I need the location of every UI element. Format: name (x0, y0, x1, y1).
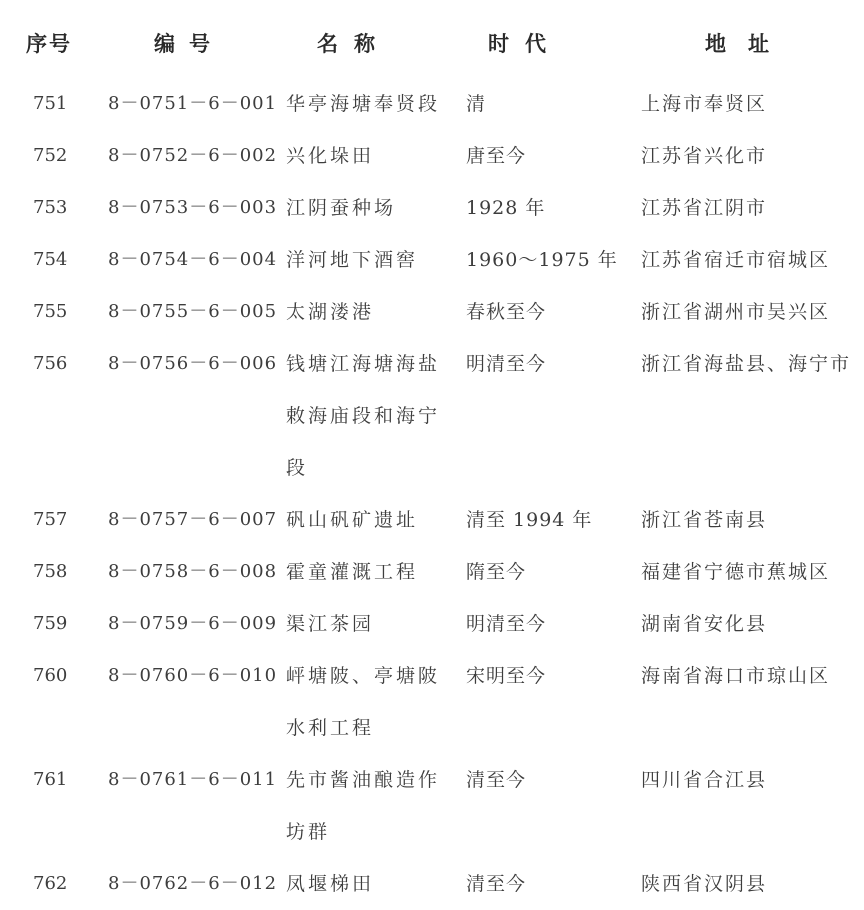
cell-seq: 754 (33, 249, 68, 270)
cell-code: 8－0761－6－011 (108, 769, 278, 790)
header-name: 名称 (317, 32, 391, 56)
table-row (0, 286, 864, 338)
cell-code: 8－0754－6－004 (108, 249, 278, 270)
cell-code: 8－0751－6－001 (108, 93, 278, 114)
cell-code: 8－0756－6－006 (108, 353, 278, 374)
table-row (0, 546, 864, 598)
cell-name-line: 坊群 (286, 821, 331, 843)
cell-name-line: 矾山矾矿遗址 (286, 509, 419, 531)
cell-era: 清至今 (466, 873, 527, 895)
cell-name-line: 先市酱油酿造作 (286, 769, 441, 791)
cell-name (286, 78, 440, 130)
cell-code: 8－0752－6－002 (108, 145, 278, 166)
cell-seq: 762 (33, 873, 68, 894)
cell-seq: 761 (33, 769, 68, 790)
cell-name (286, 858, 374, 910)
header-address: 地址 (705, 32, 791, 56)
cell-era: 清 (466, 93, 487, 115)
table-row (0, 78, 864, 130)
cell-code: 8－0759－6－009 (108, 613, 278, 634)
cell-name-line: 兴化垛田 (286, 145, 375, 167)
header-seq: 序号 (26, 32, 72, 56)
cell-address: 福建省宁德市蕉城区 (641, 561, 831, 583)
cell-name-line: 敕海庙段和海宁 (286, 405, 441, 427)
cell-name (286, 286, 374, 338)
cell-name (286, 338, 440, 494)
cell-name-line: 渠江茶园 (286, 613, 375, 635)
cell-seq: 758 (33, 561, 68, 582)
table-row (0, 494, 864, 546)
cell-code: 8－0757－6－007 (108, 509, 278, 530)
cell-name-line: 华亭海塘奉贤段 (286, 93, 441, 115)
cell-name (286, 494, 418, 546)
cell-code: 8－0762－6－012 (108, 873, 278, 894)
table-header (0, 0, 864, 78)
cell-era: 春秋至今 (466, 301, 547, 323)
cell-code: 8－0758－6－008 (108, 561, 278, 582)
cell-name (286, 650, 440, 754)
table-row (0, 598, 864, 650)
table-row (0, 234, 864, 286)
cell-code: 8－0755－6－005 (108, 301, 278, 322)
table-row (0, 650, 864, 754)
cell-address: 海南省海口市琼山区 (641, 665, 831, 687)
cell-era: 清至 1994 年 (466, 509, 593, 531)
cell-name-line: 凤堰梯田 (286, 873, 375, 895)
cell-address: 江苏省宿迁市宿城区 (641, 249, 831, 271)
cell-address: 江苏省兴化市 (641, 145, 768, 167)
cell-address: 湖南省安化县 (641, 613, 768, 635)
cell-era: 清至今 (466, 769, 527, 791)
cell-era: 1960～1975 年 (466, 249, 618, 271)
table-row (0, 754, 864, 858)
table-body (0, 78, 864, 910)
cell-address: 陕西省汉阴县 (641, 873, 768, 895)
table-row (0, 338, 864, 494)
cell-era: 唐至今 (466, 145, 527, 167)
cell-seq: 753 (33, 197, 68, 218)
table-row (0, 182, 864, 234)
cell-name-line: 江阴蚕种场 (286, 197, 397, 219)
table-row (0, 130, 864, 182)
cell-name-line: 岼塘陂、亭塘陂 (286, 665, 441, 687)
cell-address: 浙江省海盐县、海宁市 (641, 353, 852, 375)
cell-seq: 760 (33, 665, 68, 686)
cell-address: 四川省合江县 (641, 769, 768, 791)
table-row (0, 858, 864, 910)
cell-address: 浙江省湖州市吴兴区 (641, 301, 831, 323)
cell-name (286, 182, 396, 234)
cell-name-line: 霍童灌溉工程 (286, 561, 419, 583)
cell-seq: 756 (33, 353, 68, 374)
cell-name-line: 洋河地下酒窖 (286, 249, 419, 271)
cell-name-line: 太湖溇港 (286, 301, 375, 323)
cell-code: 8－0760－6－010 (108, 665, 278, 686)
cell-seq: 755 (33, 301, 68, 322)
cell-name (286, 546, 418, 598)
cell-seq: 757 (33, 509, 68, 530)
cell-name (286, 754, 440, 858)
cell-address: 上海市奉贤区 (641, 93, 768, 115)
cell-seq: 752 (33, 145, 68, 166)
cell-name (286, 234, 418, 286)
cell-address: 江苏省江阴市 (641, 197, 768, 219)
cell-era: 明清至今 (466, 353, 547, 375)
cell-seq: 759 (33, 613, 68, 634)
cell-code: 8－0753－6－003 (108, 197, 278, 218)
cell-era: 1928 年 (466, 197, 546, 219)
cell-name-line: 水利工程 (286, 717, 375, 739)
cell-era: 明清至今 (466, 613, 547, 635)
header-era: 时代 (488, 32, 562, 56)
cell-name-line: 段 (286, 457, 309, 479)
cell-name-line: 钱塘江海塘海盐 (286, 353, 441, 375)
header-code: 编号 (154, 32, 224, 56)
cell-address: 浙江省苍南县 (641, 509, 768, 531)
cell-seq: 751 (33, 93, 68, 114)
cell-name (286, 130, 374, 182)
cell-era: 宋明至今 (466, 665, 547, 687)
cell-name (286, 598, 374, 650)
cell-era: 隋至今 (466, 561, 527, 583)
